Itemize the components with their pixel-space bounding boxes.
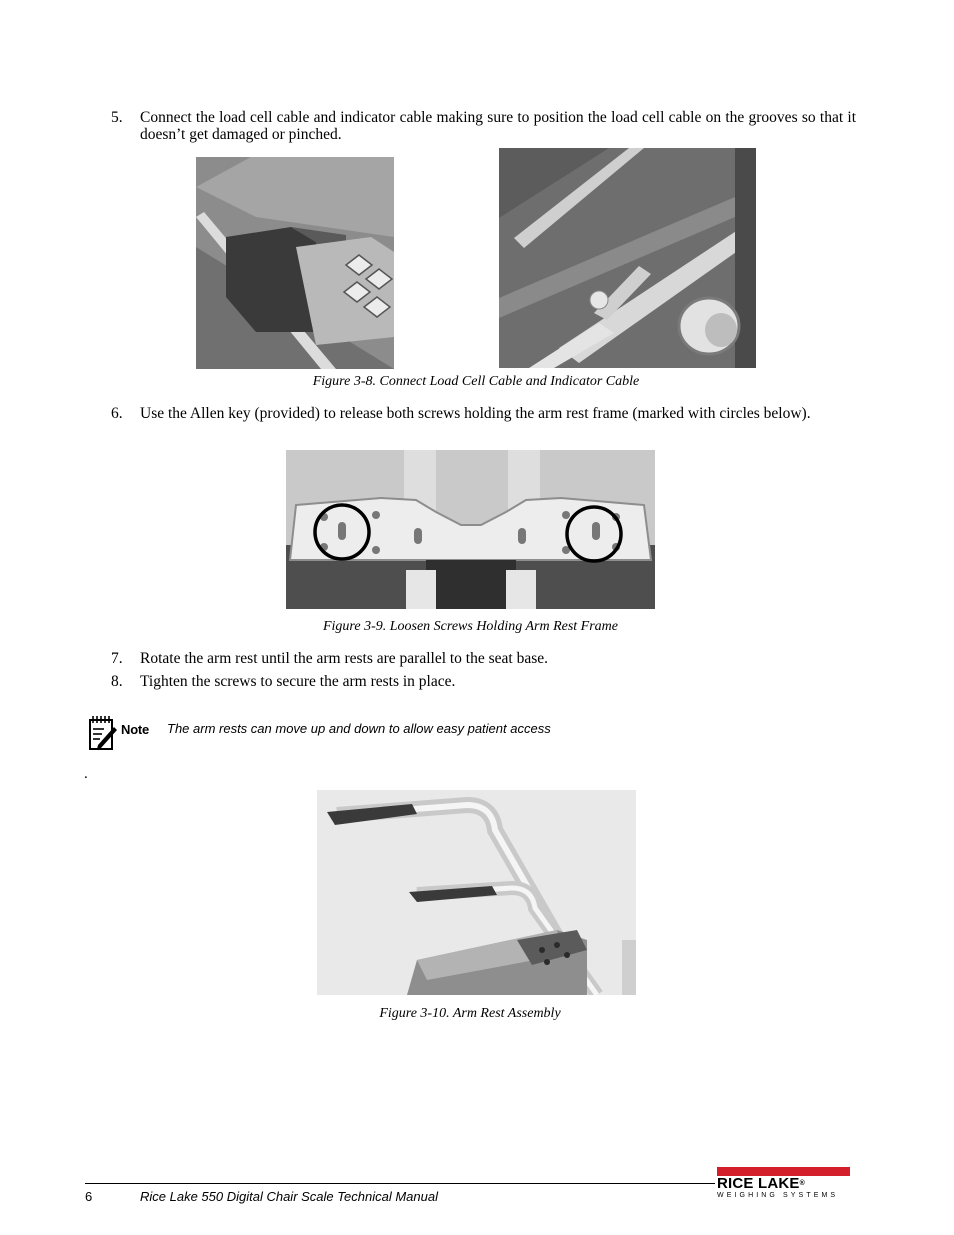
- figure-3-10-caption: Figure 3-10. Arm Rest Assembly: [379, 1006, 561, 1021]
- step-6: [111, 405, 856, 422]
- footer-rule: [85, 1183, 715, 1184]
- logo-main-text: RICE LAKE: [717, 1175, 800, 1192]
- note-label: Note: [121, 722, 150, 737]
- stray-period: .: [84, 766, 88, 782]
- note-text: The arm rests can move up and down to allow easy patient access: [167, 721, 551, 736]
- step-5: [111, 109, 856, 143]
- cable-grooves-photo: [499, 148, 756, 368]
- step-7: [111, 650, 856, 667]
- step-number: 6.: [111, 405, 123, 422]
- rice-lake-logo-subtitle: WEIGHING SYSTEMS: [717, 1192, 839, 1199]
- arm-rest-assembly-photo: [317, 790, 636, 995]
- step-8: [111, 673, 856, 690]
- note-pad-icon: [88, 715, 118, 751]
- arm-rest-frame-photo: [286, 450, 655, 609]
- rice-lake-logo: [717, 1176, 850, 1191]
- step-text: Use the Allen key (provided) to release both screws holding the arm rest frame (marked with circles below).: [140, 405, 811, 422]
- logo-registered-mark: ®: [799, 1180, 805, 1187]
- figure-3-8-caption: Figure 3-8. Connect Load Cell Cable and Indicator Cable: [312, 374, 640, 389]
- step-number: 5.: [111, 109, 123, 126]
- step-number: 8.: [111, 673, 123, 690]
- connector-photo: [196, 157, 394, 369]
- step-text: Tighten the screws to secure the arm rests in place.: [140, 673, 456, 690]
- page-number: 6: [85, 1189, 93, 1204]
- step-text: Rotate the arm rest until the arm rests are parallel to the seat base.: [140, 650, 549, 667]
- manual-title: Rice Lake 550 Digital Chair Scale Technical Manual: [140, 1189, 438, 1204]
- step-text: Connect the load cell cable and indicator cable making sure to position the load cell cable on the grooves so that it doesn’t get damaged or pinched.: [140, 109, 856, 143]
- figure-3-9-caption: Figure 3-9. Loosen Screws Holding Arm Rest Frame: [322, 619, 618, 634]
- step-number: 7.: [111, 650, 123, 667]
